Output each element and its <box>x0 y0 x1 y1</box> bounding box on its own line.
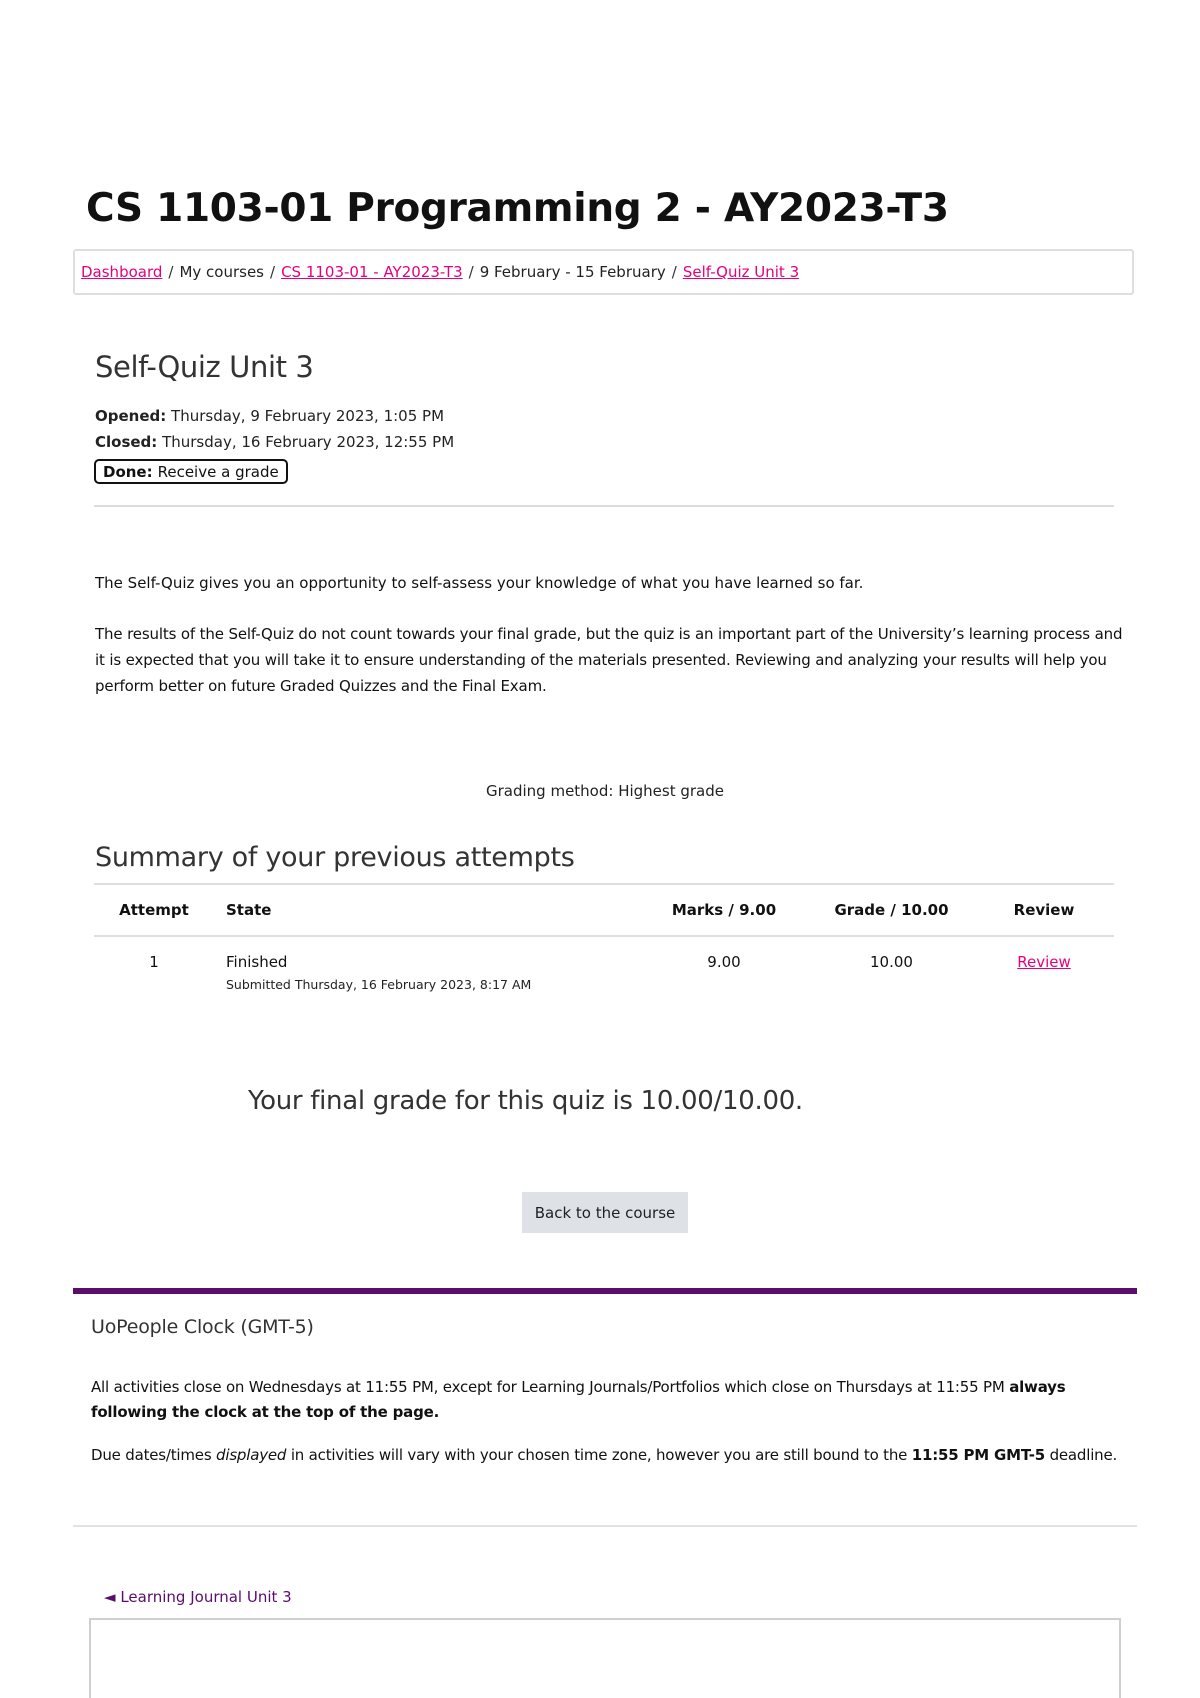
final-grade-text: Your final grade for this quiz is 10.00/10.00. <box>248 1086 803 1116</box>
footer-p2-bold: 11:55 PM GMT-5 <box>911 1446 1045 1464</box>
breadcrumb-separator: / <box>671 263 677 281</box>
footer-p1-bold: always following the clock at the top of the page. <box>91 1378 1066 1421</box>
breadcrumb-week: 9 February - 15 February <box>479 263 666 281</box>
column-header-attempt: Attempt <box>94 884 214 936</box>
review-link[interactable]: Review <box>1017 953 1071 971</box>
footer-paragraph-1 <box>91 1375 1121 1425</box>
completion-label: Done: <box>103 462 153 481</box>
footer-p2-text3: deadline. <box>1045 1446 1118 1464</box>
opened-value: Thursday, 9 February 2023, 1:05 PM <box>171 407 445 425</box>
footer-p2-text1: Due dates/times <box>91 1446 217 1464</box>
intro-paragraph-1: The Self-Quiz gives you an opportunity to self-assess your knowledge of what you have learned so far. <box>95 574 864 592</box>
breadcrumb-course-link[interactable]: CS 1103-01 - AY2023-T3 <box>281 263 463 281</box>
breadcrumb-dashboard-link[interactable]: Dashboard <box>81 263 163 281</box>
arrow-left-icon: ◄ <box>104 1588 116 1606</box>
intro-paragraph-2: The results of the Self-Quiz do not count towards your final grade, but the quiz is an important part of the University’s learning process and it is expected that you will take it to ensure understanding of the materials presented. Reviewing and analyzing your results will help you perform better on future Graded Quizzes and the Final Exam. <box>95 625 1123 695</box>
summary-heading: Summary of your previous attempts <box>95 842 575 873</box>
footer-accent-bar <box>73 1288 1137 1294</box>
course-title: CS 1103-01 Programming 2 - AY2023-T3 <box>86 186 949 231</box>
breadcrumb-separator: / <box>270 263 276 281</box>
closed-label: Closed: <box>95 433 158 451</box>
breadcrumb-quiz-link[interactable]: Self-Quiz Unit 3 <box>682 263 800 281</box>
footer-p2-italic: displayed <box>216 1446 287 1464</box>
attempt-state: Finished <box>226 953 288 971</box>
closed-date <box>95 433 454 451</box>
previous-activity-label: Learning Journal Unit 3 <box>120 1588 292 1606</box>
quiz-title: Self-Quiz Unit 3 <box>95 350 314 384</box>
column-header-review: Review <box>974 884 1114 936</box>
opened-date <box>95 407 444 425</box>
footer-p1-text: All activities close on Wednesdays at 11:55 PM, except for Learning Journals/Portfolios which close on Thursdays at 11:55 PM <box>91 1378 1010 1396</box>
divider <box>73 1525 1137 1527</box>
attempts-table <box>94 883 1114 1023</box>
breadcrumb-separator: / <box>168 263 174 281</box>
completion-status-badge <box>94 459 288 484</box>
breadcrumb <box>73 249 1134 295</box>
attempt-submitted-date: Submitted Thursday, 16 February 2023, 8:17 AM <box>226 977 532 992</box>
back-to-course-button[interactable]: Back to the course <box>522 1192 688 1233</box>
attempt-state-cell <box>214 936 639 1023</box>
attempt-number: 1 <box>149 953 159 971</box>
completion-value: Receive a grade <box>157 462 279 481</box>
table-header-row <box>94 884 1114 936</box>
previous-activity-link[interactable] <box>104 1588 292 1606</box>
footer-paragraph-2 <box>91 1443 1121 1468</box>
attempt-review-cell <box>974 936 1114 1023</box>
opened-label: Opened: <box>95 407 167 425</box>
footer-p2-text2: in activities will vary with your chosen time zone, however you are still bound to the <box>286 1446 912 1464</box>
uopeople-clock-title: UoPeople Clock (GMT-5) <box>91 1316 314 1338</box>
attempt-marks: 9.00 <box>707 953 741 971</box>
column-header-state: State <box>214 884 639 936</box>
jump-to-activity-box <box>89 1618 1121 1698</box>
breadcrumb-my-courses: My courses <box>179 263 264 281</box>
closed-value: Thursday, 16 February 2023, 12:55 PM <box>162 433 455 451</box>
grading-method: Grading method: Highest grade <box>485 782 724 800</box>
attempt-grade: 10.00 <box>870 953 913 971</box>
divider <box>94 505 1114 507</box>
column-header-marks: Marks / 9.00 <box>639 884 809 936</box>
table-row <box>94 936 1114 1023</box>
breadcrumb-separator: / <box>468 263 474 281</box>
column-header-grade: Grade / 10.00 <box>809 884 974 936</box>
